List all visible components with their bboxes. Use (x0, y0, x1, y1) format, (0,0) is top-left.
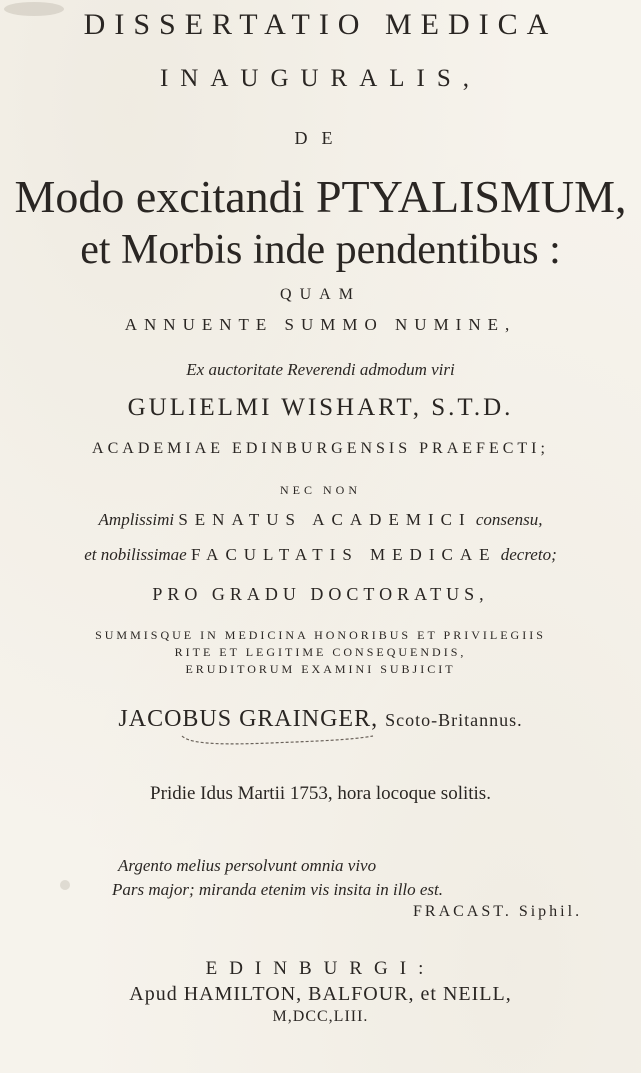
gulielmi-line: GULIELMI WISHART, S.T.D. (127, 394, 514, 421)
summis-line-1: SUMMISQUE IN MEDICINA HONORIBUS ET PRIVILEGIIS (95, 628, 546, 642)
quam-line: QUAM (280, 286, 361, 303)
facultatis-middle: FACULTATIS MEDICAE (190, 545, 497, 564)
title-line-modo: Modo excitandi PTYALISMUM, (14, 171, 627, 222)
ex-auctoritate-line: Ex auctoritate Reverendi admodum viri (186, 360, 455, 379)
senatus-prefix: Amplissimi (98, 510, 175, 529)
pen-flourish (180, 734, 375, 746)
imprint-city: EDINBURGI: (205, 958, 436, 979)
imprint-year: M,DCC,LIII. (272, 1008, 369, 1025)
nec-non-line: NEC NON (280, 483, 361, 497)
title-line-inauguralis: INAUGURALIS, (159, 65, 482, 92)
senatus-suffix: consensu, (475, 510, 543, 529)
ink-stain (60, 880, 70, 890)
facultatis-prefix: et nobilissimae (84, 545, 187, 564)
summis-line-2: RITE ET LEGITIME CONSEQUENDIS, (174, 645, 467, 659)
academiae-line: ACADEMIAE EDINBURGENSIS PRAEFECTI; (92, 440, 549, 457)
motto-attribution: FRACAST. Siphil. (413, 903, 583, 920)
annuente-line: ANNUENTE SUMMO NUMINE, (124, 315, 517, 334)
pro-gradu-line: PRO GRADU DOCTORATUS, (152, 584, 489, 604)
title-line-dissertatio: DISSERTATIO MEDICA (83, 8, 558, 41)
author-name: JACOBUS GRAINGER, (118, 706, 379, 732)
summis-line-3: ERUDITORUM EXAMINI SUBJICIT (185, 662, 456, 676)
senatus-line (0, 510, 641, 530)
motto-line-1: Argento melius persolvunt omnia vivo (118, 856, 377, 875)
author-origin: Scoto-Britannus. (385, 710, 523, 730)
title-line-morbis: et Morbis inde pendentibus : (80, 227, 561, 273)
motto-line-2: Pars major; miranda etenim vis insita in illo est. (112, 880, 444, 899)
title-line-de: DE (294, 128, 347, 148)
imprint-printers: Apud HAMILTON, BALFOUR, et NEILL, (129, 983, 512, 1005)
facultatis-line (0, 545, 641, 565)
date-line: Pridie Idus Martii 1753, hora locoque solitis. (150, 783, 491, 804)
facultatis-suffix: decreto; (500, 545, 557, 564)
author-line (0, 706, 641, 733)
senatus-middle: SENATUS ACADEMICI (178, 510, 472, 529)
